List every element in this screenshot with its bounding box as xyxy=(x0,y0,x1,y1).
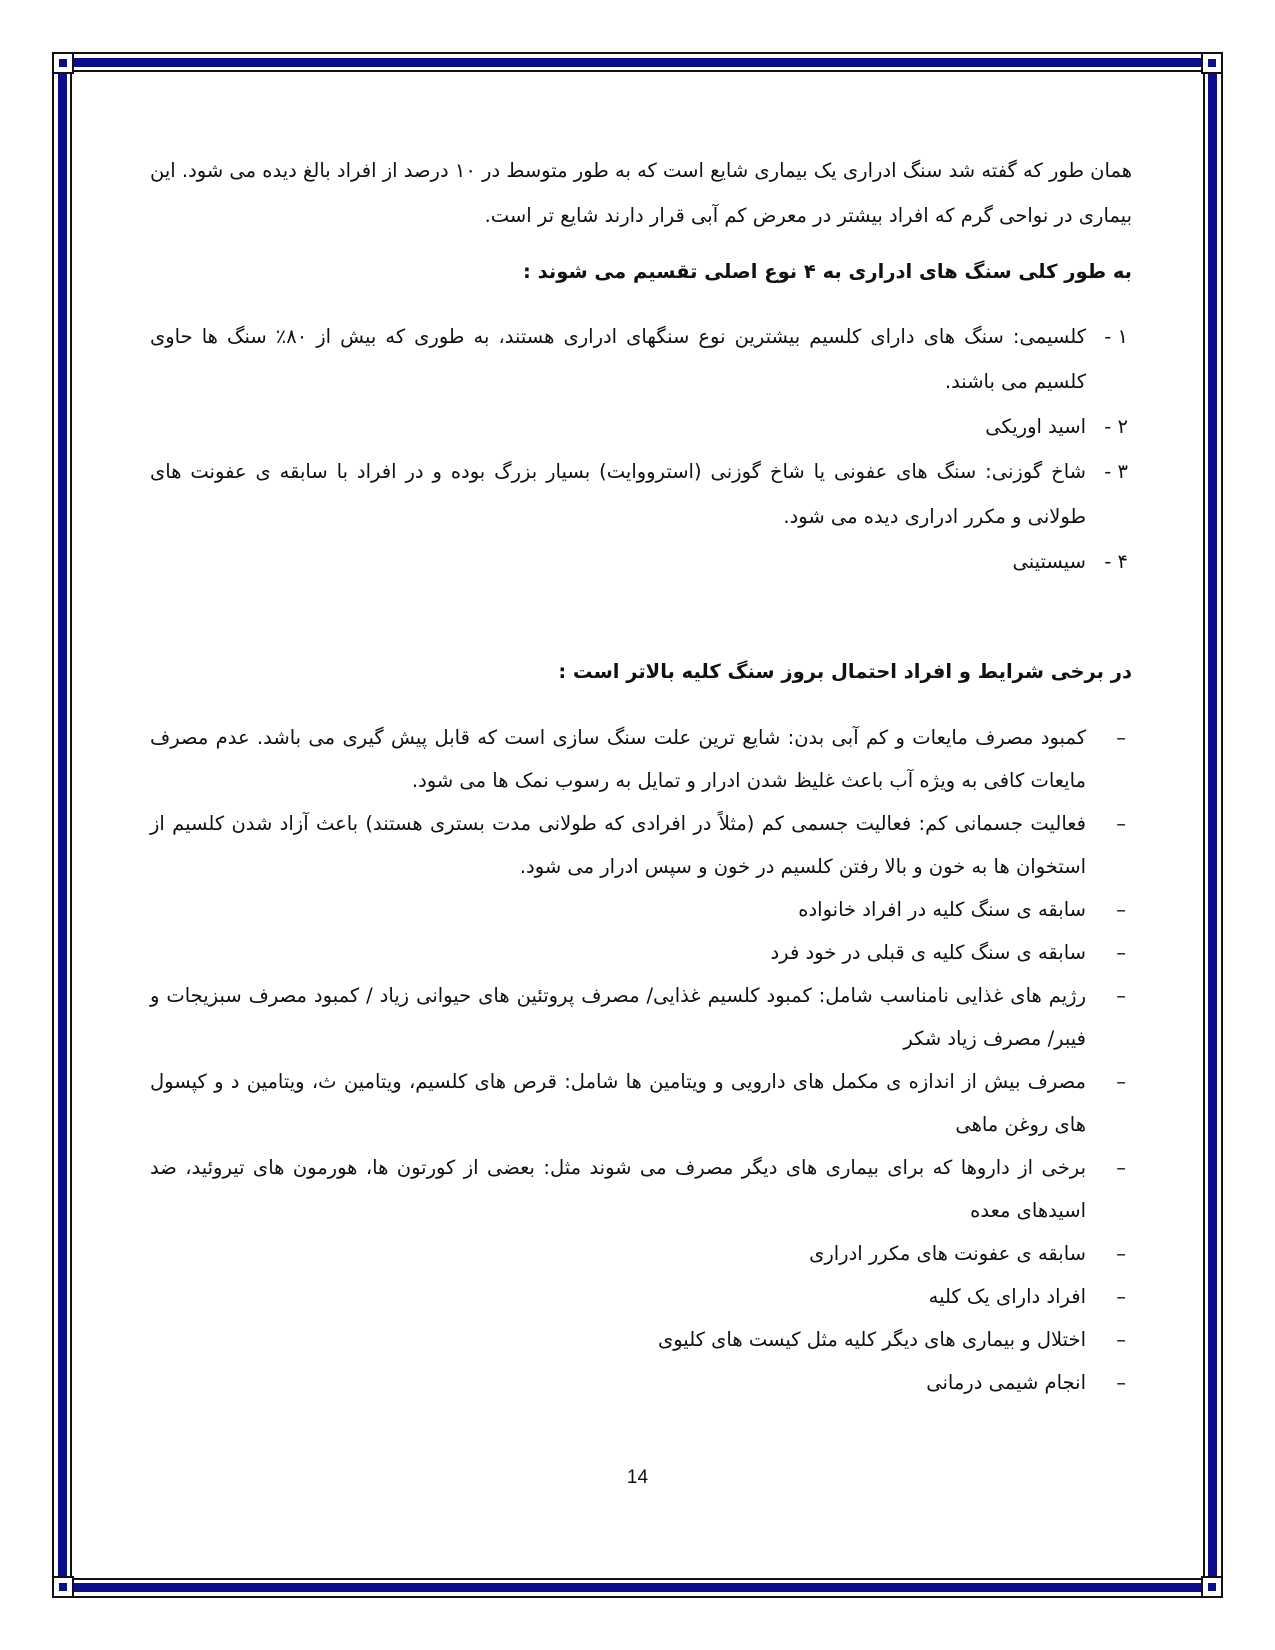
intro-paragraph: همان طور که گفته شد سنگ ادراری یک بیماری شایع است که به طور متوسط در ۱۰ درصد از افراد بالغ دیده می شود. این بیماری در نواحی گرم که افراد بیشتر در معرض کم آبی قرار دارند شایع تر است. xyxy=(150,159,1133,227)
list-item: – کمبود مصرف مایعات و کم آبی بدن: شایع ترین علت سنگ سازی است که قابل پیش گیری می باشد. عدم مصرف مایعات کافی به ویژه آب باعث غلیظ شدن ادرار و تمایل به رسوب نمک ها می شود. xyxy=(150,716,1132,802)
item-number: ۴ - xyxy=(1104,550,1128,573)
item-number: ۲ - xyxy=(1104,415,1128,438)
list-item: – سابقه ی سنگ کلیه ی قبلی در خود فرد xyxy=(150,931,1132,974)
risk-heading: در برخی شرایط و افراد احتمال بروز سنگ کلیه بالاتر است : xyxy=(558,660,1132,683)
item-text: اسید اوریکی xyxy=(985,415,1086,438)
list-item: – افراد دارای یک کلیه xyxy=(150,1275,1132,1318)
list-item: – مصرف بیش از اندازه ی مکمل های دارویی و ویتامین ها شامل: قرص های کلسیم، ویتامین ث، ویتامین د و کپسول های روغن ماهی xyxy=(150,1060,1132,1146)
list-item: – برخی از داروها که برای بیماری های دیگر مصرف می شوند مثل: بعضی از کورتون ها، هورمون های تیروئید، ضد اسیدهای معده xyxy=(150,1146,1132,1232)
list-item: – فعالیت جسمانی کم: فعالیت جسمی کم (مثلاً در افرادی که طولانی مدت بستری هستند) باعث آزاد شدن کلسیم از استخوان ها به خون و بالا رفتن کلسیم در خون و سپس ادرار می شود. xyxy=(150,802,1132,888)
list-item: – رژیم های غذایی نامناسب شامل: کمبود کلسیم غذایی/ مصرف پروتئین های حیوانی زیاد / کمبود مصرف سبزیجات و فیبر/ مصرف زیاد شکر xyxy=(150,974,1132,1060)
list-item xyxy=(150,449,1132,539)
item-number: ۳ - xyxy=(1104,460,1128,483)
page-content xyxy=(150,148,1132,1404)
list-item: – انجام شیمی درمانی xyxy=(150,1361,1132,1404)
list-item xyxy=(150,539,1132,584)
corner-ornament-bottom-left xyxy=(52,1576,74,1598)
corner-ornament-top-right xyxy=(1201,52,1223,74)
item-number: ۱ - xyxy=(1104,325,1128,348)
item-text: سیستینی xyxy=(1012,550,1086,573)
list-item: – سابقه ی عفونت های مکرر ادراری xyxy=(150,1232,1132,1275)
risk-factors-list xyxy=(150,716,1132,1404)
corner-ornament-top-left xyxy=(52,52,74,74)
types-heading: به طور کلی سنگ های ادراری به ۴ نوع اصلی تقسیم می شوند : xyxy=(523,260,1132,283)
page-number: 14 xyxy=(626,1467,649,1488)
corner-ornament-bottom-right xyxy=(1201,1576,1223,1598)
item-text: کلسیمی: سنگ های دارای کلسیم بیشترین نوع سنگهای ادراری هستند، به طوری که بیش از ۸۰٪ سنگ ها حاوی کلسیم می باشند. xyxy=(150,325,1086,393)
list-item xyxy=(150,314,1132,404)
item-text: شاخ گوزنی: سنگ های عفونی یا شاخ گوزنی (استرووایت) بسیار بزرگ بوده و در افراد با سابقه ی عفونت های طولانی و مکرر ادراری دیده می شود. xyxy=(150,460,1086,528)
list-item: – اختلال و بیماری های دیگر کلیه مثل کیست های کلیوی xyxy=(150,1318,1132,1361)
list-item: – سابقه ی سنگ کلیه در افراد خانواده xyxy=(150,888,1132,931)
list-item xyxy=(150,404,1132,449)
stone-types-list xyxy=(150,314,1132,584)
